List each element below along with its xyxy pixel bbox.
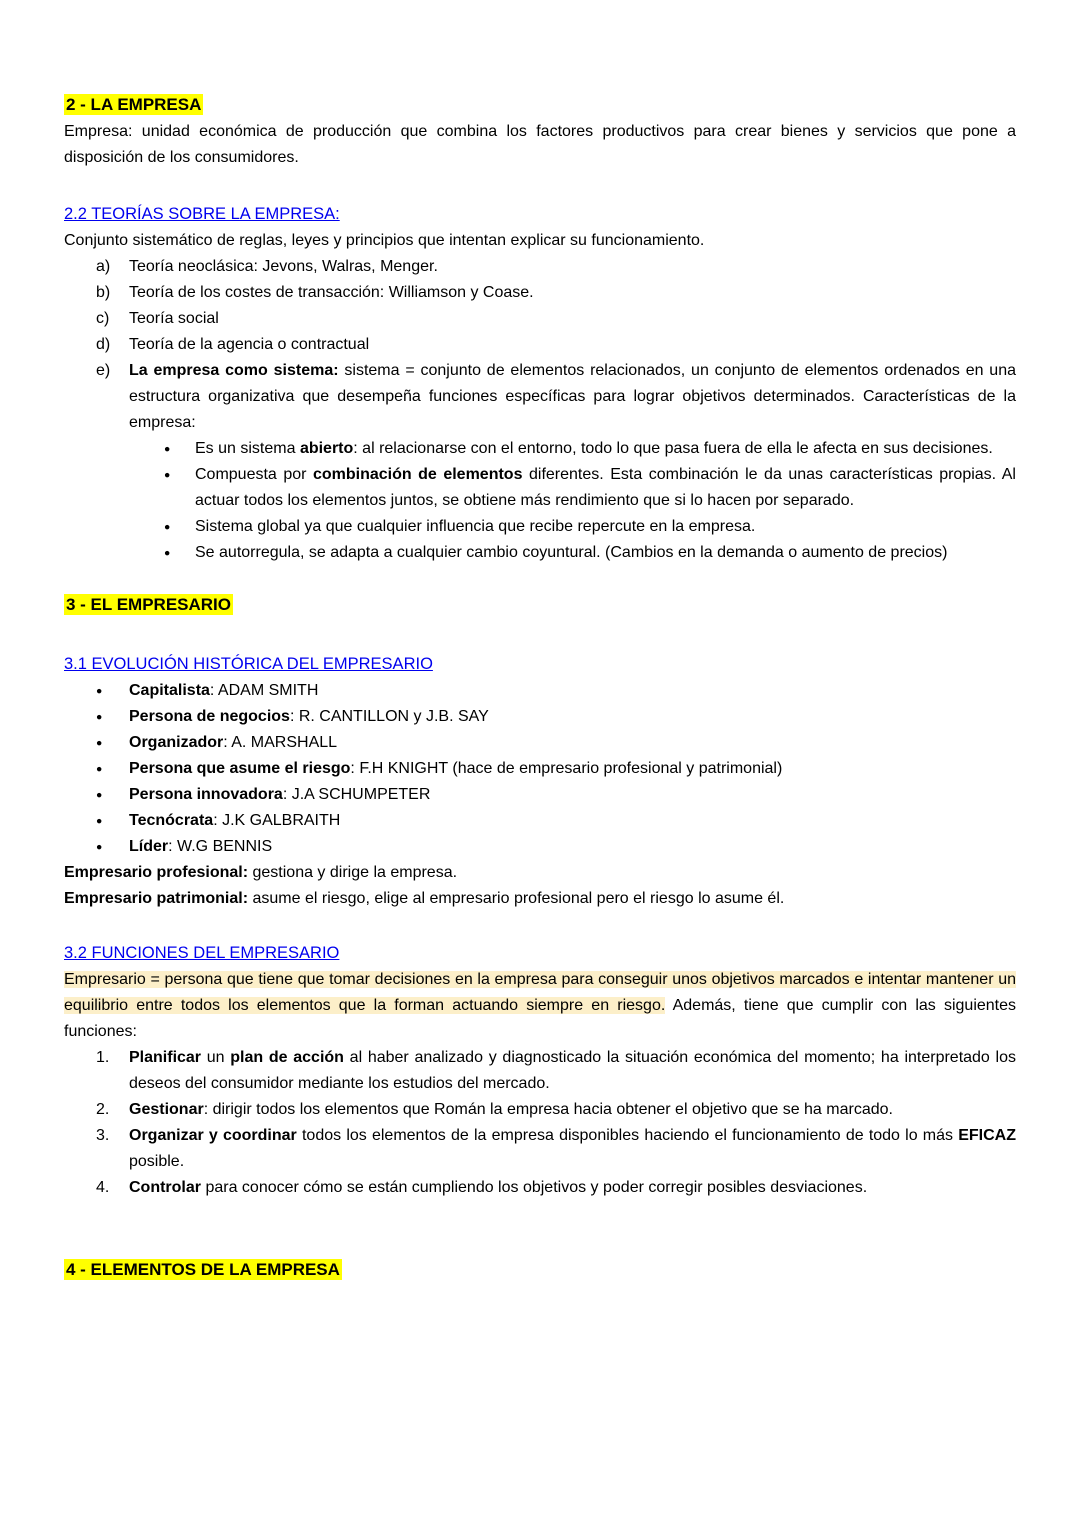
text-run: Sistema global ya que cualquier influencia que recibe repercute en la empresa. — [195, 518, 756, 535]
list-item — [96, 358, 1016, 436]
list-item — [96, 306, 1016, 332]
text-run: Teoría social — [129, 310, 219, 327]
text-run: todos los elementos de la empresa disponibles haciendo el funcionamiento de todo lo más — [296, 1127, 959, 1144]
list-item-text — [129, 782, 1016, 808]
text-run: Persona de negocios — [129, 708, 290, 725]
list-item-text — [129, 730, 1016, 756]
list-item-text — [129, 1045, 1016, 1097]
text-run: Organizar y coordinar — [129, 1127, 297, 1144]
bullet-icon: ● — [96, 685, 103, 697]
empresario-profesional-paragraph — [64, 860, 1016, 886]
functions-numbered-list — [64, 1045, 1016, 1201]
text-run: : al relacionarse con el entorno, todo lo que pasa fuera de ella le afecta en sus decisiones. — [353, 440, 993, 457]
text-run: : A. MARSHALL — [223, 734, 338, 751]
list-item — [96, 834, 1016, 860]
bullet-icon: ● — [96, 815, 103, 827]
bullet-icon: ● — [96, 789, 103, 801]
functions-intro-paragraph — [64, 967, 1016, 1045]
list-item-text — [129, 1175, 1016, 1201]
text-run: Persona innovadora — [129, 786, 283, 803]
text-run: asume el riesgo, elige al empresario profesional pero el riesgo lo asume él. — [248, 890, 785, 907]
list-item-text — [195, 462, 1016, 514]
list-item-text — [129, 1097, 1016, 1123]
section-heading-4 — [64, 1257, 1016, 1284]
bullet-icon: ● — [96, 841, 103, 853]
list-item-text — [129, 332, 1016, 358]
subsection-heading-3-1-link[interactable]: 3.1 EVOLUCIÓN HISTÓRICA DEL EMPRESARIO — [64, 655, 433, 673]
text-run: abierto — [299, 440, 354, 457]
theories-letter-list — [64, 254, 1016, 436]
bullet-icon: ● — [164, 443, 171, 455]
section-heading-3 — [64, 592, 1016, 619]
subsection-heading-3-1 — [64, 651, 1016, 678]
text-run: Controlar — [129, 1179, 201, 1196]
bullet-icon: ● — [96, 737, 103, 749]
bullet-icon: ● — [96, 711, 103, 723]
section-heading-2-text: 2 - LA EMPRESA — [66, 95, 202, 114]
text-run: La empresa como sistema: — [129, 362, 339, 379]
list-marker: 1. — [96, 1049, 110, 1066]
text-run: Además, tiene que cumplir con las siguientes funciones: — [64, 997, 1017, 1040]
list-item — [96, 1123, 1016, 1175]
list-item — [164, 462, 1016, 514]
bullet-icon: ● — [96, 763, 103, 775]
list-item — [96, 756, 1016, 782]
list-item — [96, 678, 1016, 704]
text-run: Tecnócrata — [129, 812, 214, 829]
list-item-text — [129, 280, 1016, 306]
text-run: Empresario patrimonial: — [64, 890, 249, 907]
list-item — [96, 1175, 1016, 1201]
list-item — [96, 254, 1016, 280]
list-item — [96, 1097, 1016, 1123]
text-run: : ADAM SMITH — [209, 682, 319, 699]
list-item — [96, 280, 1016, 306]
text-run: Empresario = persona que tiene que tomar decisiones en la empresa para conseguir unos objetivos marcados e intentar mantener un equilibrio entre todos los elementos que la forman actuando siempre en riesgo. — [64, 971, 1016, 1014]
text-run: un — [201, 1049, 231, 1066]
text-run: gestiona y dirige la empresa. — [248, 864, 458, 881]
list-marker: 2. — [96, 1101, 110, 1118]
list-item — [164, 514, 1016, 540]
text-run: Es un sistema — [195, 440, 300, 457]
text-run: : J.K GALBRAITH — [213, 812, 341, 829]
text-run: Se autorregula, se adapta a cualquier cambio coyuntural. (Cambios en la demanda o aumento de precios) — [195, 544, 948, 561]
list-marker: 3. — [96, 1127, 110, 1144]
text-run: diferentes. Esta combinación le da unas características propias. Al actuar todos los elementos juntos, se obtiene más rendimiento que si lo hacen por separado. — [195, 466, 1016, 509]
text-run: EFICAZ — [958, 1127, 1017, 1144]
list-item — [96, 332, 1016, 358]
text-run: : J.A SCHUMPETER — [282, 786, 431, 803]
list-item-text — [129, 254, 1016, 280]
list-item-text — [195, 514, 1016, 540]
text-run: al haber analizado y diagnosticado la situación económica del momento; ha interpretado los deseos del consumidor mediante los estudios del mercado. — [129, 1049, 1017, 1092]
bullet-icon: ● — [164, 521, 171, 533]
list-item-text — [129, 1123, 1016, 1175]
text-run: : R. CANTILLON y J.B. SAY — [289, 708, 489, 725]
text-run: para conocer cómo se están cumpliendo los objetivos y poder corregir posibles desviaciones. — [201, 1179, 868, 1196]
list-marker: a) — [96, 258, 111, 275]
list-item-text — [129, 678, 1016, 704]
text-run: combinación de elementos — [312, 466, 523, 483]
section-heading-3-text: 3 - EL EMPRESARIO — [66, 595, 231, 614]
list-marker: b) — [96, 284, 111, 301]
list-item-text — [129, 834, 1016, 860]
bullet-icon: ● — [164, 547, 171, 559]
subsection-heading-2-2 — [64, 201, 1016, 228]
text-run: : W.G BENNIS — [168, 838, 273, 855]
list-marker: d) — [96, 336, 111, 353]
text-run: Organizador — [129, 734, 224, 751]
empresa-definition-paragraph: Empresa: unidad económica de producción que combina los factores productivos para crear bienes y servicios que pone a disposición de los consumidores. — [64, 123, 1016, 166]
list-item-text — [129, 358, 1016, 436]
section-heading-4-text: 4 - ELEMENTOS DE LA EMPRESA — [66, 1260, 340, 1279]
text-run: Teoría neoclásica: Jevons, Walras, Menger. — [129, 258, 438, 275]
text-run: Líder — [129, 838, 169, 855]
list-item — [164, 436, 1016, 462]
list-item — [96, 704, 1016, 730]
list-marker: 4. — [96, 1179, 110, 1196]
list-item-text — [195, 540, 1016, 566]
list-item — [96, 808, 1016, 834]
text-run: Teoría de la agencia o contractual — [129, 336, 370, 353]
text-run: Teoría de los costes de transacción: Williamson y Coase. — [129, 284, 534, 301]
text-run: posible. — [129, 1153, 185, 1170]
list-item-text — [129, 306, 1016, 332]
list-item-text — [129, 756, 1016, 782]
text-run: plan de acción — [230, 1049, 344, 1066]
text-run: Capitalista — [129, 682, 210, 699]
text-run: : dirigir todos los elementos que Román la empresa hacia obtener el objetivo que se ha marcado. — [203, 1101, 893, 1118]
list-item — [96, 730, 1016, 756]
entrepreneur-evolution-bullet-list — [64, 678, 1016, 860]
bullet-icon: ● — [164, 469, 171, 481]
empresario-patrimonial-paragraph — [64, 886, 1016, 912]
list-item-text — [195, 436, 1016, 462]
text-run: : F.H KNIGHT (hace de empresario profesional y patrimonial) — [350, 760, 783, 777]
subsection-heading-3-2-link[interactable]: 3.2 FUNCIONES DEL EMPRESARIO — [64, 944, 340, 962]
subsection-heading-3-2 — [64, 940, 1016, 967]
text-run: Compuesta por — [195, 466, 313, 483]
list-item-text — [129, 808, 1016, 834]
text-run: Planificar — [129, 1049, 202, 1066]
list-marker: c) — [96, 310, 110, 327]
system-characteristics-bullet-list — [64, 436, 1016, 566]
section-heading-2 — [64, 92, 1016, 119]
text-run: Gestionar — [129, 1101, 204, 1118]
text-run: sistema = conjunto de elementos relacionados, un conjunto de elementos ordenados en una estructura organizativa que desempeña funciones específicas para lograr objetivos determinados. Características de la empresa: — [129, 362, 1017, 431]
text-run: Persona que asume el riesgo — [129, 760, 351, 777]
list-marker: e) — [96, 362, 111, 379]
list-item — [96, 782, 1016, 808]
text-run: Empresario profesional: — [64, 864, 249, 881]
theories-intro-paragraph: Conjunto sistemático de reglas, leyes y principios que intentan explicar su funcionamiento. — [64, 232, 705, 249]
list-item-text — [129, 704, 1016, 730]
subsection-heading-2-2-link[interactable]: 2.2 TEORÍAS SOBRE LA EMPRESA: — [64, 205, 340, 223]
list-item — [96, 1045, 1016, 1097]
list-item — [164, 540, 1016, 566]
